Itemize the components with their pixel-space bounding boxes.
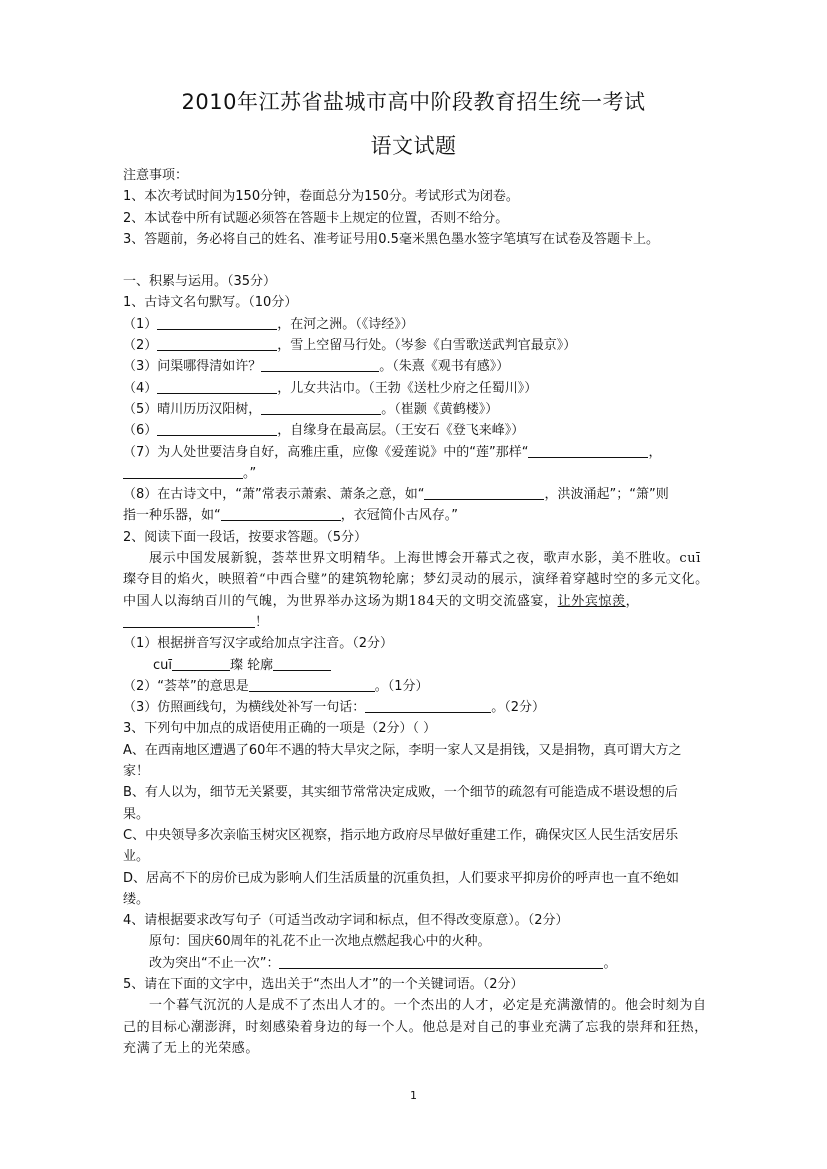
q3-option-b-cont: 果。 xyxy=(123,806,150,822)
answer-blank[interactable] xyxy=(424,485,544,500)
answer-blank[interactable] xyxy=(172,656,230,671)
notes-heading: 注意事项： xyxy=(123,168,189,183)
answer-blank[interactable] xyxy=(157,315,277,330)
note-item: 3、答题前，务必将自己的姓名、准考证号用0.5毫米黑色墨水签字笔填写在试卷及答题卡上。 xyxy=(123,231,659,247)
q2-passage-line: ！ xyxy=(123,612,753,633)
q2-sub1-answers: cuī 璨 轮廓 xyxy=(123,655,753,676)
q2-sub3: （3）仿照画线句，为横线处补写一句话： 。（2分） xyxy=(123,700,546,716)
q3-option-d-cont: 缕。 xyxy=(123,891,150,907)
q1-item: （6） ，自缘身在最高层。（王安石《登飞来峰》） xyxy=(123,423,525,439)
exam-title: 2010年江苏省盐城市高中阶段教育招生统一考试 xyxy=(181,90,646,114)
q3-option-a: A、在西南地区遭遇了60年不遇的特大旱灾之际，李明一家人又是捐钱，又是捐物，真可谓大方之 xyxy=(123,742,682,758)
q5-passage-line: 一个暮气沉沉的人是成不了杰出人才的。一个杰出的人才，必定是充满激情的。他会时刻为自 xyxy=(149,998,707,1014)
q1-item: （5）晴川历历汉阳树， 。（崔颢《黄鹤楼》） xyxy=(123,401,499,417)
q3-option-b: B、有人以为，细节无关紧要，其实细节常常决定成败，一个细节的疏忽有可能造成不堪设想的后 xyxy=(123,785,678,801)
q2-sub2: （2）“荟萃”的意思是 。（1分） xyxy=(123,678,429,694)
q1-item: （2） ，雪上空留马行处。（岑参《白雪歌送武判官最京》） xyxy=(123,338,577,354)
q1-item: （1） ，在河之洲。（《诗经》） xyxy=(123,316,414,332)
q2-sub1: （1）根据拼音写汉字或给加点字注音。（2分） xyxy=(123,636,394,652)
answer-blank[interactable] xyxy=(157,421,277,436)
q5-passage-line: 充满了无上的光荣感。 xyxy=(123,1040,260,1056)
q4-heading: 4、请根据要求改写句子（可适当改动字词和标点，但不得改变原意）。（2分） xyxy=(123,913,569,929)
q1-item: （4） ，儿女共沾巾。（王勃《送杜少府之任蜀川》） xyxy=(123,380,538,396)
q2-passage-line: 中国人以海纳百川的气魄，为世界举办这场为期184天的文明交流盛宴，让外宾惊羡， xyxy=(123,593,640,609)
q1-item-8: （8）在古诗文中，“萧”常表示萧索、萧条之意，如“ ，洪波涌起”；“箫”则 xyxy=(123,487,669,503)
q3-option-d: D、居高不下的房价已成为影响人们生活质量的沉重负担，人们要求平抑房价的呼声也一直不绝如 xyxy=(123,870,680,886)
q4-rewrite: 改为突出“不止一次”： 。 xyxy=(149,955,617,971)
answer-blank[interactable] xyxy=(123,613,255,628)
q1-item-7: （7）为人处世要洁身自好，高雅庄重，应像《爱莲说》中的“莲”那样“ ， xyxy=(123,444,662,460)
q1-heading: 1、古诗文名句默写。（10分） xyxy=(123,295,298,311)
underlined-sentence: 让外宾惊羡 xyxy=(557,593,626,609)
q2-passage-line: 展示中国发展新貌，荟萃世界文明精华。上海世博会开幕式之夜，歌声水影，美不胜收。cuī xyxy=(149,551,702,567)
note-item: 1、本次考试时间为150分钟，卷面总分为150分。考试形式为闭卷。 xyxy=(123,189,519,205)
q3-option-c: C、中央领导多次亲临玉树灾区视察，指示地方政府尽早做好重建工作，确保灾区人民生活安居乐 xyxy=(123,827,679,843)
q3-heading: 3、下列句中加点的成语使用正确的一项是（2分）（ ） xyxy=(123,721,437,737)
note-item: 2、本试卷中所有试题必须答在答题卡上规定的位置，否则不给分。 xyxy=(123,210,509,226)
q4-original: 原句：国庆60周年的礼花不止一次地点燃起我心中的火种。 xyxy=(149,934,491,950)
q5-passage-line: 己的目标心潮澎湃，时刻感染着身边的每一个人。他总是对自己的事业充满了忘我的崇拜和狂热， xyxy=(123,1019,708,1035)
answer-blank[interactable] xyxy=(249,677,375,692)
q1-item-8-cont: 指一种乐器，如“ ，衣冠简仆古风存。” xyxy=(123,508,458,524)
q2-passage-line: 璨夺目的焰火，映照着“中西合璧”的建筑物轮廓；梦幻灵动的展示，演绎着穿越时空的多元文化。 xyxy=(123,572,709,588)
q5-heading: 5、请在下面的文字中，选出关于“杰出人才”的一个关键词语。（2分） xyxy=(123,976,524,992)
answer-blank[interactable] xyxy=(365,698,491,713)
answer-blank[interactable] xyxy=(261,400,381,415)
answer-blank[interactable] xyxy=(123,464,243,479)
exam-subtitle: 语文试题 xyxy=(370,134,457,158)
answer-blank[interactable] xyxy=(221,506,341,521)
section1-heading: 一、积累与运用。（35分） xyxy=(123,274,277,290)
answer-blank[interactable] xyxy=(528,443,648,458)
answer-blank[interactable] xyxy=(261,357,379,372)
answer-blank[interactable] xyxy=(273,656,331,671)
exam-body xyxy=(123,165,753,1059)
q3-option-c-cont: 业。 xyxy=(123,849,150,865)
q2-heading: 2、阅读下面一段话，按要求答题。（5分） xyxy=(123,529,368,545)
answer-blank[interactable] xyxy=(157,336,277,351)
q1-item-7-cont: 。” xyxy=(123,463,753,484)
page-number: 1 xyxy=(410,1089,417,1102)
q1-item: （3）问渠哪得清如许？ 。（朱熹《观书有感》） xyxy=(123,359,510,375)
answer-blank[interactable] xyxy=(279,954,603,969)
q3-option-a-cont: 家！ xyxy=(123,764,150,780)
answer-blank[interactable] xyxy=(157,379,277,394)
